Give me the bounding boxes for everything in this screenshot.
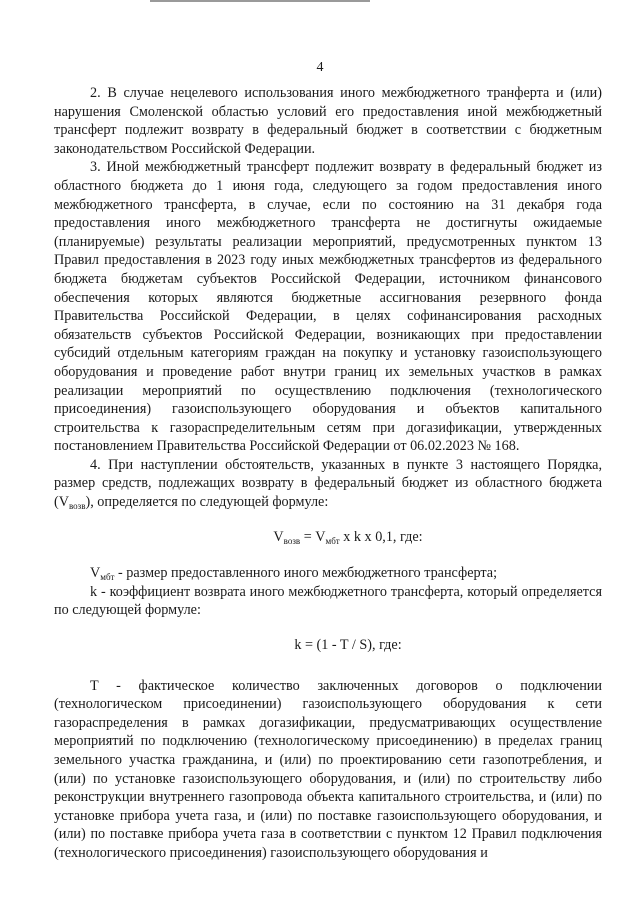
paragraph-4-tail: ), определяется по следующей формуле: [85,494,329,511]
formula-eq: = V [300,528,326,545]
definition-t: T - фактическое количество заключенных договоров о подключении (технологическом присоединении) газоиспользующего оборудования к сети газораспределения в рамках догазификации, предусматривающих осуществление мероприятий по подключению (технологическому присоединению) в пределах границ земельного участка гражданина, и (или) по проектированию сети газопотребления, и (или) по установке газоиспользующего оборудования, и (или) по строительству либо реконструкции внутреннего газопровода объекта капитального строительства, и (или) по установке прибора учета газа, и (или) по поставке газоиспользующего оборудования, и (или) по поставке прибора учета газа в соответствии с пунктом 12 Правил подключения (технологического присоединения) газоиспользующего оборудования и [54,677,602,861]
page-number: 4 [316,60,324,75]
paragraph-4-var: V [58,494,69,511]
definition-vmbt-text: - размер предоставленного иного межбюджетного трансферта; [114,565,498,582]
formula-v-return [54,528,602,547]
document-body [54,84,602,863]
formula-tail: x k x 0,1, где: [339,528,423,545]
definition-vmbt [54,564,602,583]
paragraph-2: 2. В случае нецелевого использования иного межбюджетного транферта и (или) нарушения Смоленской областью условий его предоставления иной межбюджетный трансферт подлежит возврату в федеральный бюджет в соответствии с бюджетным законодательством Российской Федерации. [54,85,602,157]
definition-vmbt-sub: мбт [100,572,115,583]
definition-vmbt-var: V [90,565,101,582]
formula-rhs-sub: мбт [325,535,340,546]
paragraph-4-var-sub: возв [68,501,86,512]
definition-k: k - коэффициент возврата иного межбюджетного трансферта, который определяется по следующей формуле: [54,583,602,619]
formula-lhs-sub: возв [283,535,301,546]
paragraph-4: 4. При наступлении обстоятельств, указанных в пункте 3 настоящего Порядка, размер средств, подлежащих возврату в федеральный бюджет из областного бюджета $(V_{возв})$, определяется по следующей формуле: [54,456,602,512]
paragraph-4-text: 4. При наступлении обстоятельств, указанных в пункте 3 настоящего Порядка, размер средств, подлежащих возврату в федеральный бюджет из областного бюджета [54,456,602,492]
scan-top-rule [150,0,370,2]
paragraph-3: 3. Иной межбюджетный трансферт подлежит возврату в федеральный бюджет из областного бюджета до 1 июня года, следующего за годом предоставления иного межбюджетного трансферта, в случае, если по состоянию на 31 декабря года предоставления иного межбюджетного трансферта не достигнуты ожидаемые (планируемые) результаты реализации мероприятий, предусмотренных пунктом 13 Правил предоставления в 2023 году иных межбюджетных трансфертов из федерального бюджета бюджетам субъектов Российской Федерации, источником финансового обеспечения которых являются бюджетные ассигнования резервного фонда Правительства Российской Федерации, в целях софинансирования расходных обязательств субъектов Российской Федерации, возникающих при предоставлении субсидий отдельным категориям граждан на покупку и установку газоиспользующего оборудования и проведение работ внутри границ их земельных участков в рамках реализации мероприятий по осуществлению подключения (технологического присоединения) газоиспользующего оборудования и объектов капитального строительства к газораспределительным сетям при догазификации, утвержденных постановлением Правительства Российской Федерации от 06.02.2023 № 168. [54,159,602,455]
formula-k: k = (1 - T / S), где: [294,637,402,654]
formula-lhs: V [273,528,284,545]
